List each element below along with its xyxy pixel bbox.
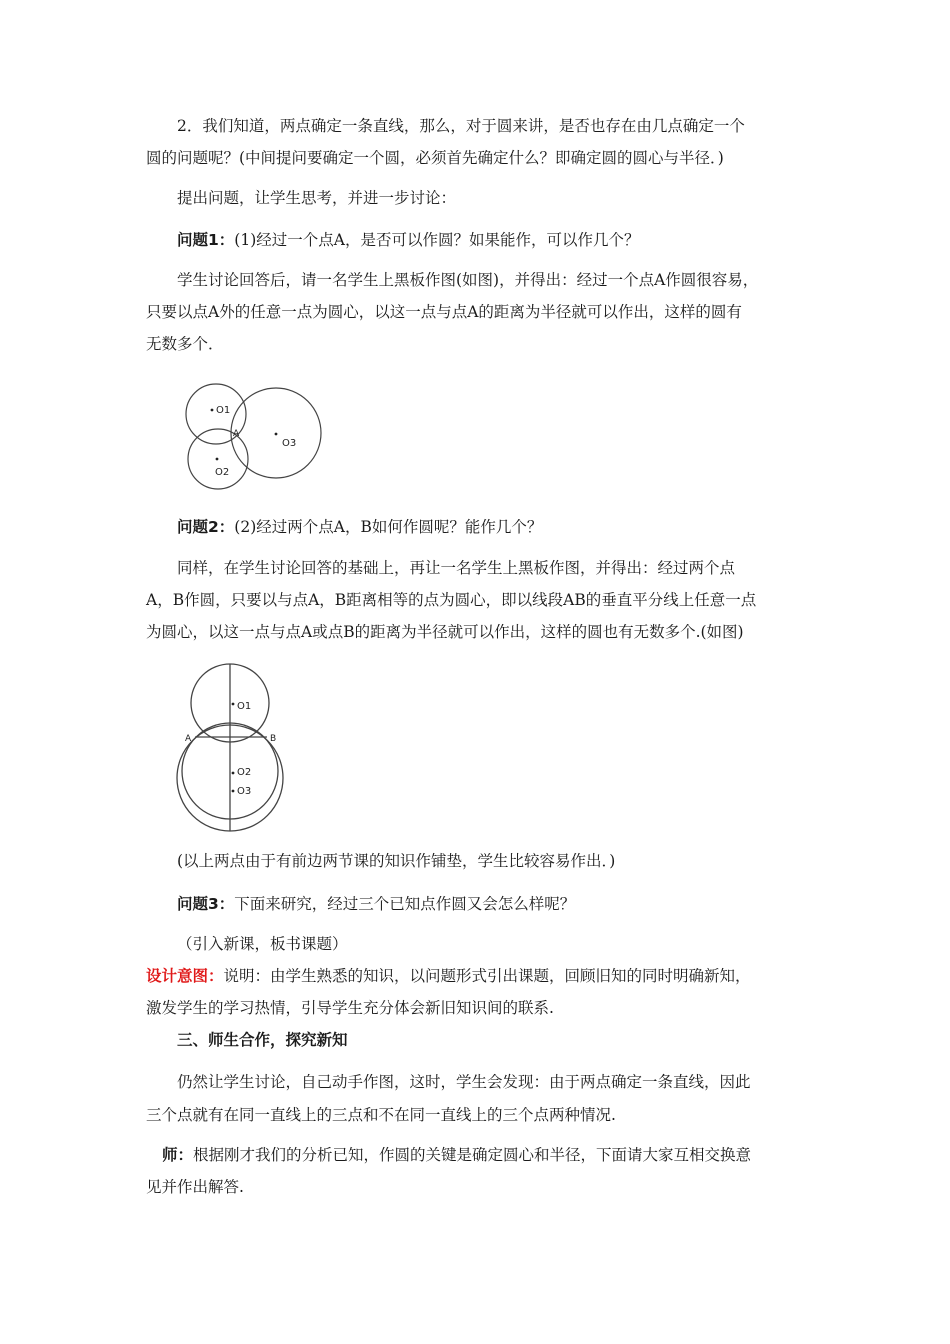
center-o1-dot xyxy=(232,703,235,706)
label-o2: O2 xyxy=(237,767,252,778)
section-3-heading: 三、师生合作，探究新知 xyxy=(177,1031,348,1049)
question-2-label: 问题2： xyxy=(177,518,235,536)
label-o2: O2 xyxy=(215,467,230,478)
question-1-text: (1)经过一个点A，是否可以作圆？如果能作，可以作几个？ xyxy=(234,231,640,249)
prompt-discussion: 提出问题，让学生思考，并进一步讨论： xyxy=(177,189,457,207)
teacher-label: 师： xyxy=(162,1146,194,1164)
label-o3: O3 xyxy=(282,438,297,449)
center-o3-dot xyxy=(232,790,235,793)
design-intent-line-2: 激发学生的学习热情，引导学生充分体会新旧知识间的联系. xyxy=(146,999,554,1017)
paragraph-5: (以上两点由于有前边两节课的知识作铺垫，学生比较容易作出．) xyxy=(177,852,616,870)
paragraph-3-line-2: 只要以点A外的任意一点为圆心，以这一点与点A的距离为半径就可以作出，这样的圆有 xyxy=(146,303,742,321)
label-o3: O3 xyxy=(237,786,252,797)
question-2 xyxy=(177,516,542,538)
center-o2-dot xyxy=(232,772,235,775)
center-o1-dot xyxy=(211,409,214,412)
paragraph-2-line-1: 2．我们知道，两点确定一条直线，那么，对于圆来讲，是否也存在由几点确定一个 xyxy=(177,117,745,135)
figure-two-point-circles xyxy=(172,660,292,832)
question-3-label: 问题3： xyxy=(177,895,235,913)
label-o1: O1 xyxy=(216,405,231,416)
teacher-text: 根据刚才我们的分析已知，作圆的关键是确定圆心和半径，下面请大家互相交换意 xyxy=(193,1146,752,1164)
center-o2-dot xyxy=(216,458,219,461)
design-intent-label: 设计意图： xyxy=(146,967,224,985)
question-3-text: 下面来研究，经过三个已知点作圆又会怎么样呢？ xyxy=(234,895,576,913)
label-o1: O1 xyxy=(237,701,252,712)
paragraph-7-line-1: 仍然让学生讨论，自己动手作图，这时，学生会发现：由于两点确定一条直线，因此 xyxy=(177,1073,751,1091)
design-intent-text: 说明：由学生熟悉的知识，以问题形式引出课题，回顾旧知的同时明确新知， xyxy=(223,967,751,985)
teacher-line-1 xyxy=(162,1144,751,1166)
label-b: B xyxy=(270,734,277,744)
paragraph-3-line-1: 学生讨论回答后，请一名学生上黑板作图(如图)，并得出：经过一个点A作圆很容易， xyxy=(177,271,759,289)
paragraph-7-line-2: 三个点就有在同一直线上的三点和不在同一直线上的三个点两种情况. xyxy=(146,1106,616,1124)
design-intent-line-1 xyxy=(146,965,751,987)
figure-one-point-circles xyxy=(180,375,330,500)
center-o3-dot xyxy=(275,433,278,436)
paragraph-4-line-1: 同样，在学生讨论回答的基础上，再让一名学生上黑板作图，并得出：经过两个点 xyxy=(177,559,736,577)
question-1 xyxy=(177,229,639,251)
paragraph-2-line-2: 圆的问题呢？(中间提问要确定一个圆，必须首先确定什么？即确定圆的圆心与半径．) xyxy=(146,149,724,167)
paragraph-6: （引入新课，板书课题） xyxy=(177,935,348,953)
question-2-text: (2)经过两个点A，B如何作圆呢？能作几个？ xyxy=(234,518,543,536)
label-a: A xyxy=(233,429,240,439)
teacher-line-2: 见并作出解答. xyxy=(146,1178,244,1196)
label-a: A xyxy=(185,734,192,744)
question-1-label: 问题1： xyxy=(177,231,235,249)
question-3 xyxy=(177,893,575,915)
paragraph-4-line-3: 为圆心，以这一点与点A或点B的距离为半径就可以作出，这样的圆也有无数多个.(如图) xyxy=(146,623,744,641)
paragraph-3-line-3: 无数多个． xyxy=(146,335,224,353)
paragraph-4-line-2: A，B作圆，只要以与点A，B距离相等的点为圆心，即以线段AB的垂直平分线上任意一点 xyxy=(146,591,757,609)
